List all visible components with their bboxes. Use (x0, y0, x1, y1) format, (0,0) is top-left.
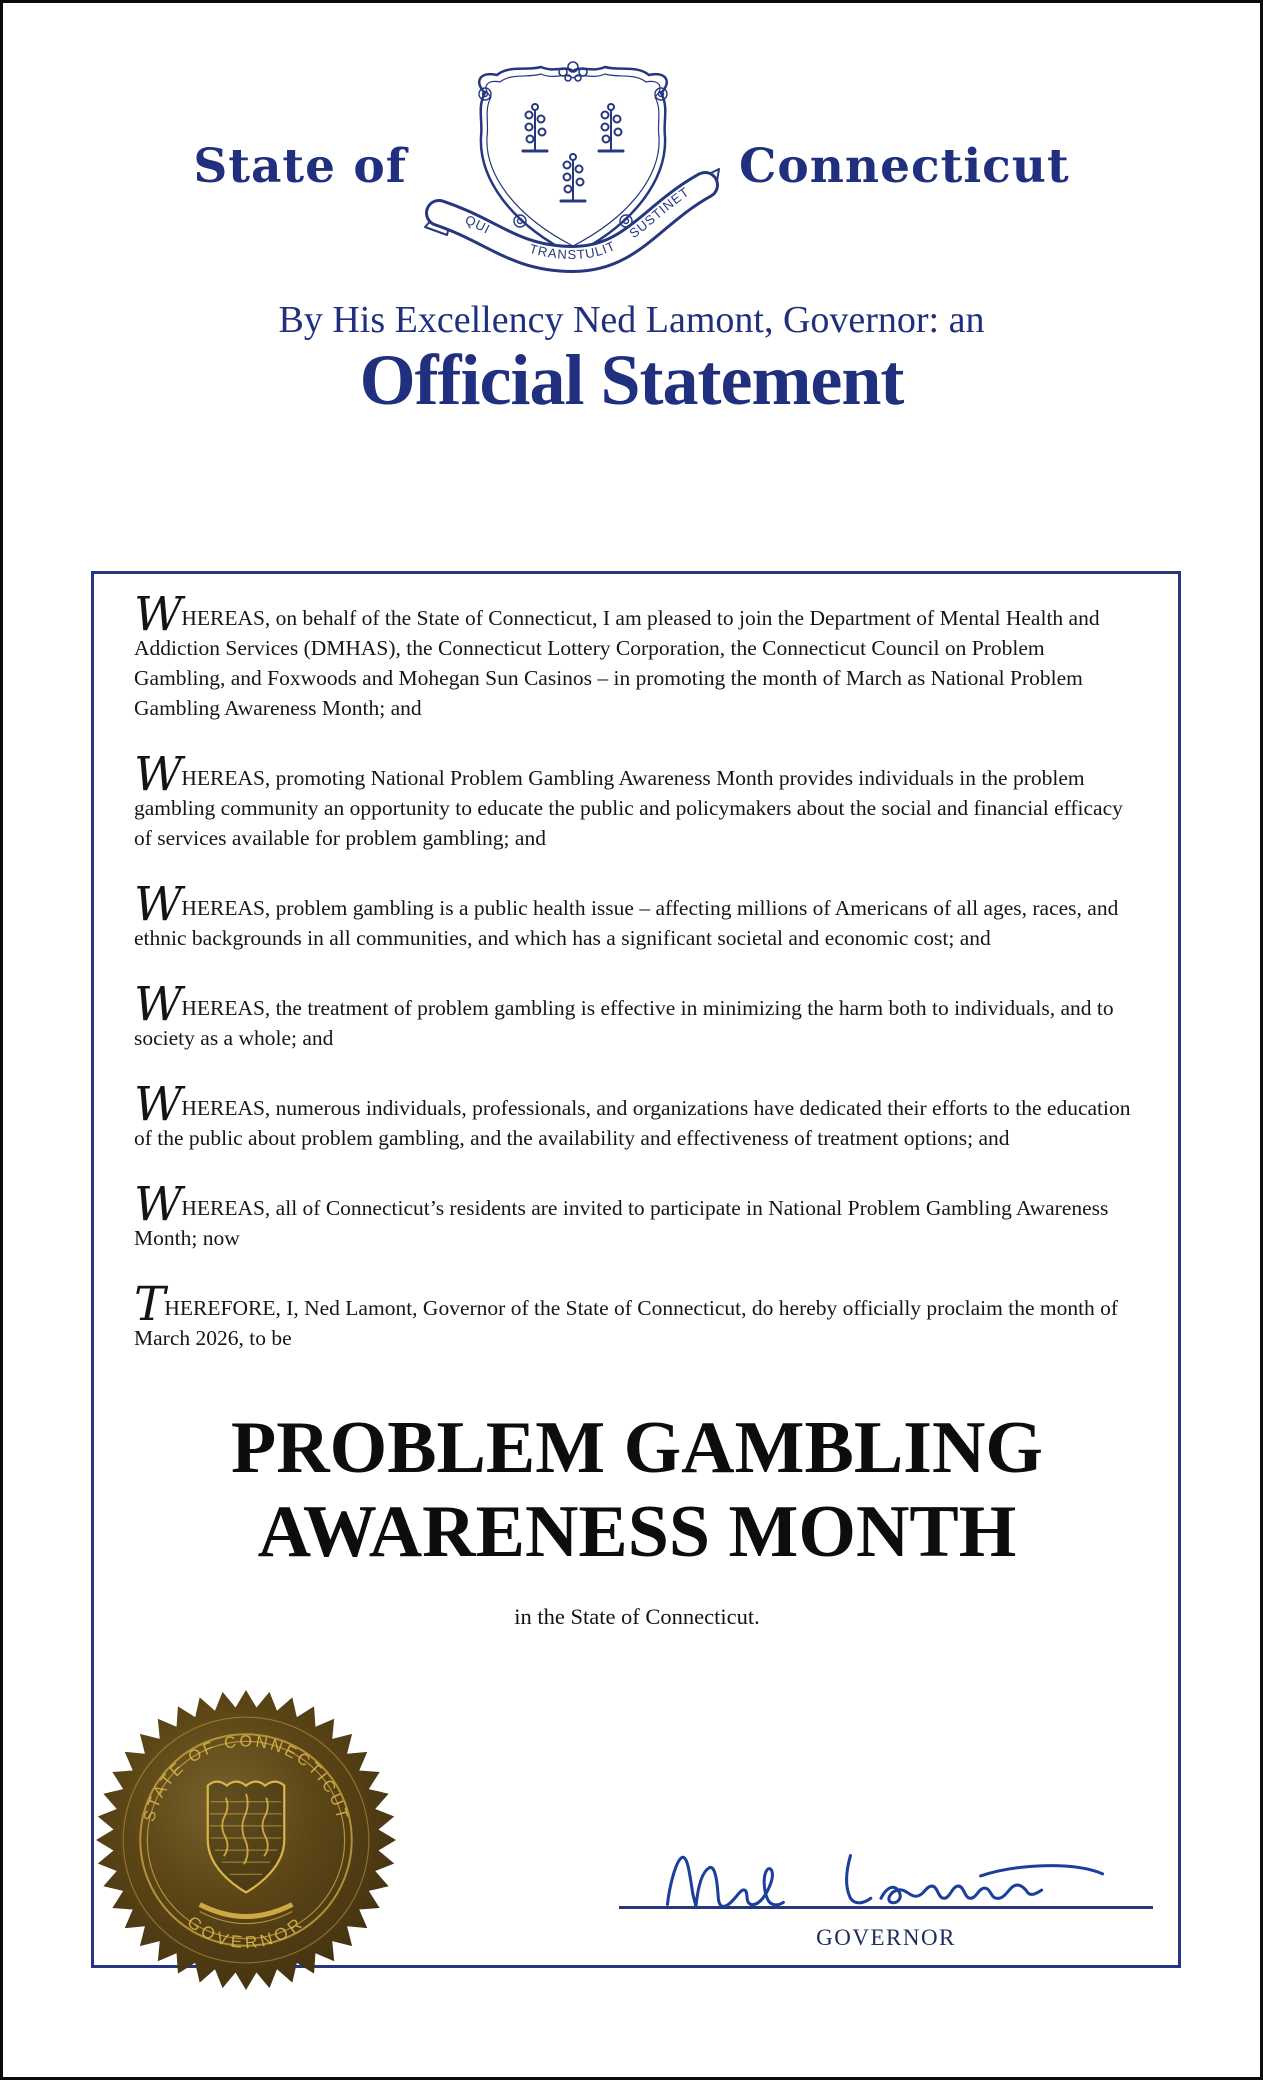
clause-text: HEREFORE, I, Ned Lamont, Governor of the State of Connecticut, do hereby officially proclaim the month of March 2026, to be (134, 1296, 1119, 1350)
motto-word-transtulit: TRANSTULIT (527, 237, 619, 263)
whereas-clause-6 (134, 1177, 1140, 1253)
whereas-clause-3 (134, 877, 1140, 953)
page-title: Official Statement (359, 340, 904, 420)
therefore-clause (134, 1277, 1140, 1353)
header-arms (3, 59, 1260, 297)
clause-text: HEREAS, numerous individuals, professionals, and organizations have dedicated their efforts to the education of the public about problem gambling, and the availability and effectiveness of treatment options; and (134, 1096, 1131, 1150)
whereas-clause-5 (134, 1077, 1140, 1153)
connecticut-coat-of-arms-icon (423, 59, 723, 297)
seal-arc-bottom-text: GOVERNOR (183, 1912, 309, 1953)
proclamation-title (134, 1407, 1140, 1574)
proclamation-title-line1: PROBLEM GAMBLING (231, 1407, 1043, 1489)
whereas-clause-2 (134, 747, 1140, 853)
governor-signature (639, 1841, 1127, 1923)
drop-cap-w: W (134, 877, 181, 932)
clause-text: HEREAS, all of Connecticut’s residents are invited to participate in National Problem Gambling Awareness Month; now (134, 1196, 1109, 1250)
drop-cap-t: T (134, 1277, 164, 1332)
drop-cap-w: W (134, 747, 181, 802)
clause-text: HEREAS, problem gambling is a public health issue – affecting millions of Americans of all ages, races, and ethnic backgrounds in all communities, and which has a significant societal and economic cost; and (134, 896, 1119, 950)
governor-gold-seal-icon (95, 1689, 397, 1991)
clause-text: HEREAS, promoting National Problem Gambling Awareness Month provides individuals in the problem gambling community an opportunity to educate the public and policymakers about the social and financial efficacy of services available for problem gambling; and (134, 766, 1123, 850)
proclamation-title-line2: AWARENESS MONTH (257, 1490, 1017, 1573)
grapevine-icon (523, 104, 623, 201)
byline: By His Excellency Ned Lamont, Governor: an (278, 299, 985, 341)
drop-cap-w: W (134, 977, 181, 1032)
motto-word-qui: QUI (462, 211, 493, 237)
clause-text: HEREAS, on behalf of the State of Connecticut, I am pleased to join the Department of Mental Health and Addiction Services (DMHAS), the Connecticut Lottery Corporation, the Connecticut Council on Problem Gambling, and Foxwoods and Mohegan Sun Casinos – in promoting the month of March as National Problem Gambling Awareness Month; and (134, 606, 1100, 720)
connecticut-text: Connecticut (738, 139, 1070, 194)
whereas-clause-4 (134, 977, 1140, 1053)
drop-cap-w: W (134, 1077, 181, 1132)
drop-cap-w: W (134, 1177, 181, 1232)
state-of-text: State of (193, 139, 407, 194)
drop-cap-w: W (134, 587, 181, 642)
whereas-clause-1 (134, 587, 1140, 723)
clause-text: HEREAS, the treatment of problem gambling is effective in minimizing the harm both to individuals, and to society as a whole; and (134, 996, 1114, 1050)
proclamation-subline: in the State of Connecticut. (514, 1604, 760, 1630)
motto-word-sustinet: SUSTINET (626, 183, 693, 241)
seal-arc-top-text: STATE OF CONNECTICUT (140, 1732, 352, 1824)
governor-label: GOVERNOR (816, 1925, 956, 1950)
